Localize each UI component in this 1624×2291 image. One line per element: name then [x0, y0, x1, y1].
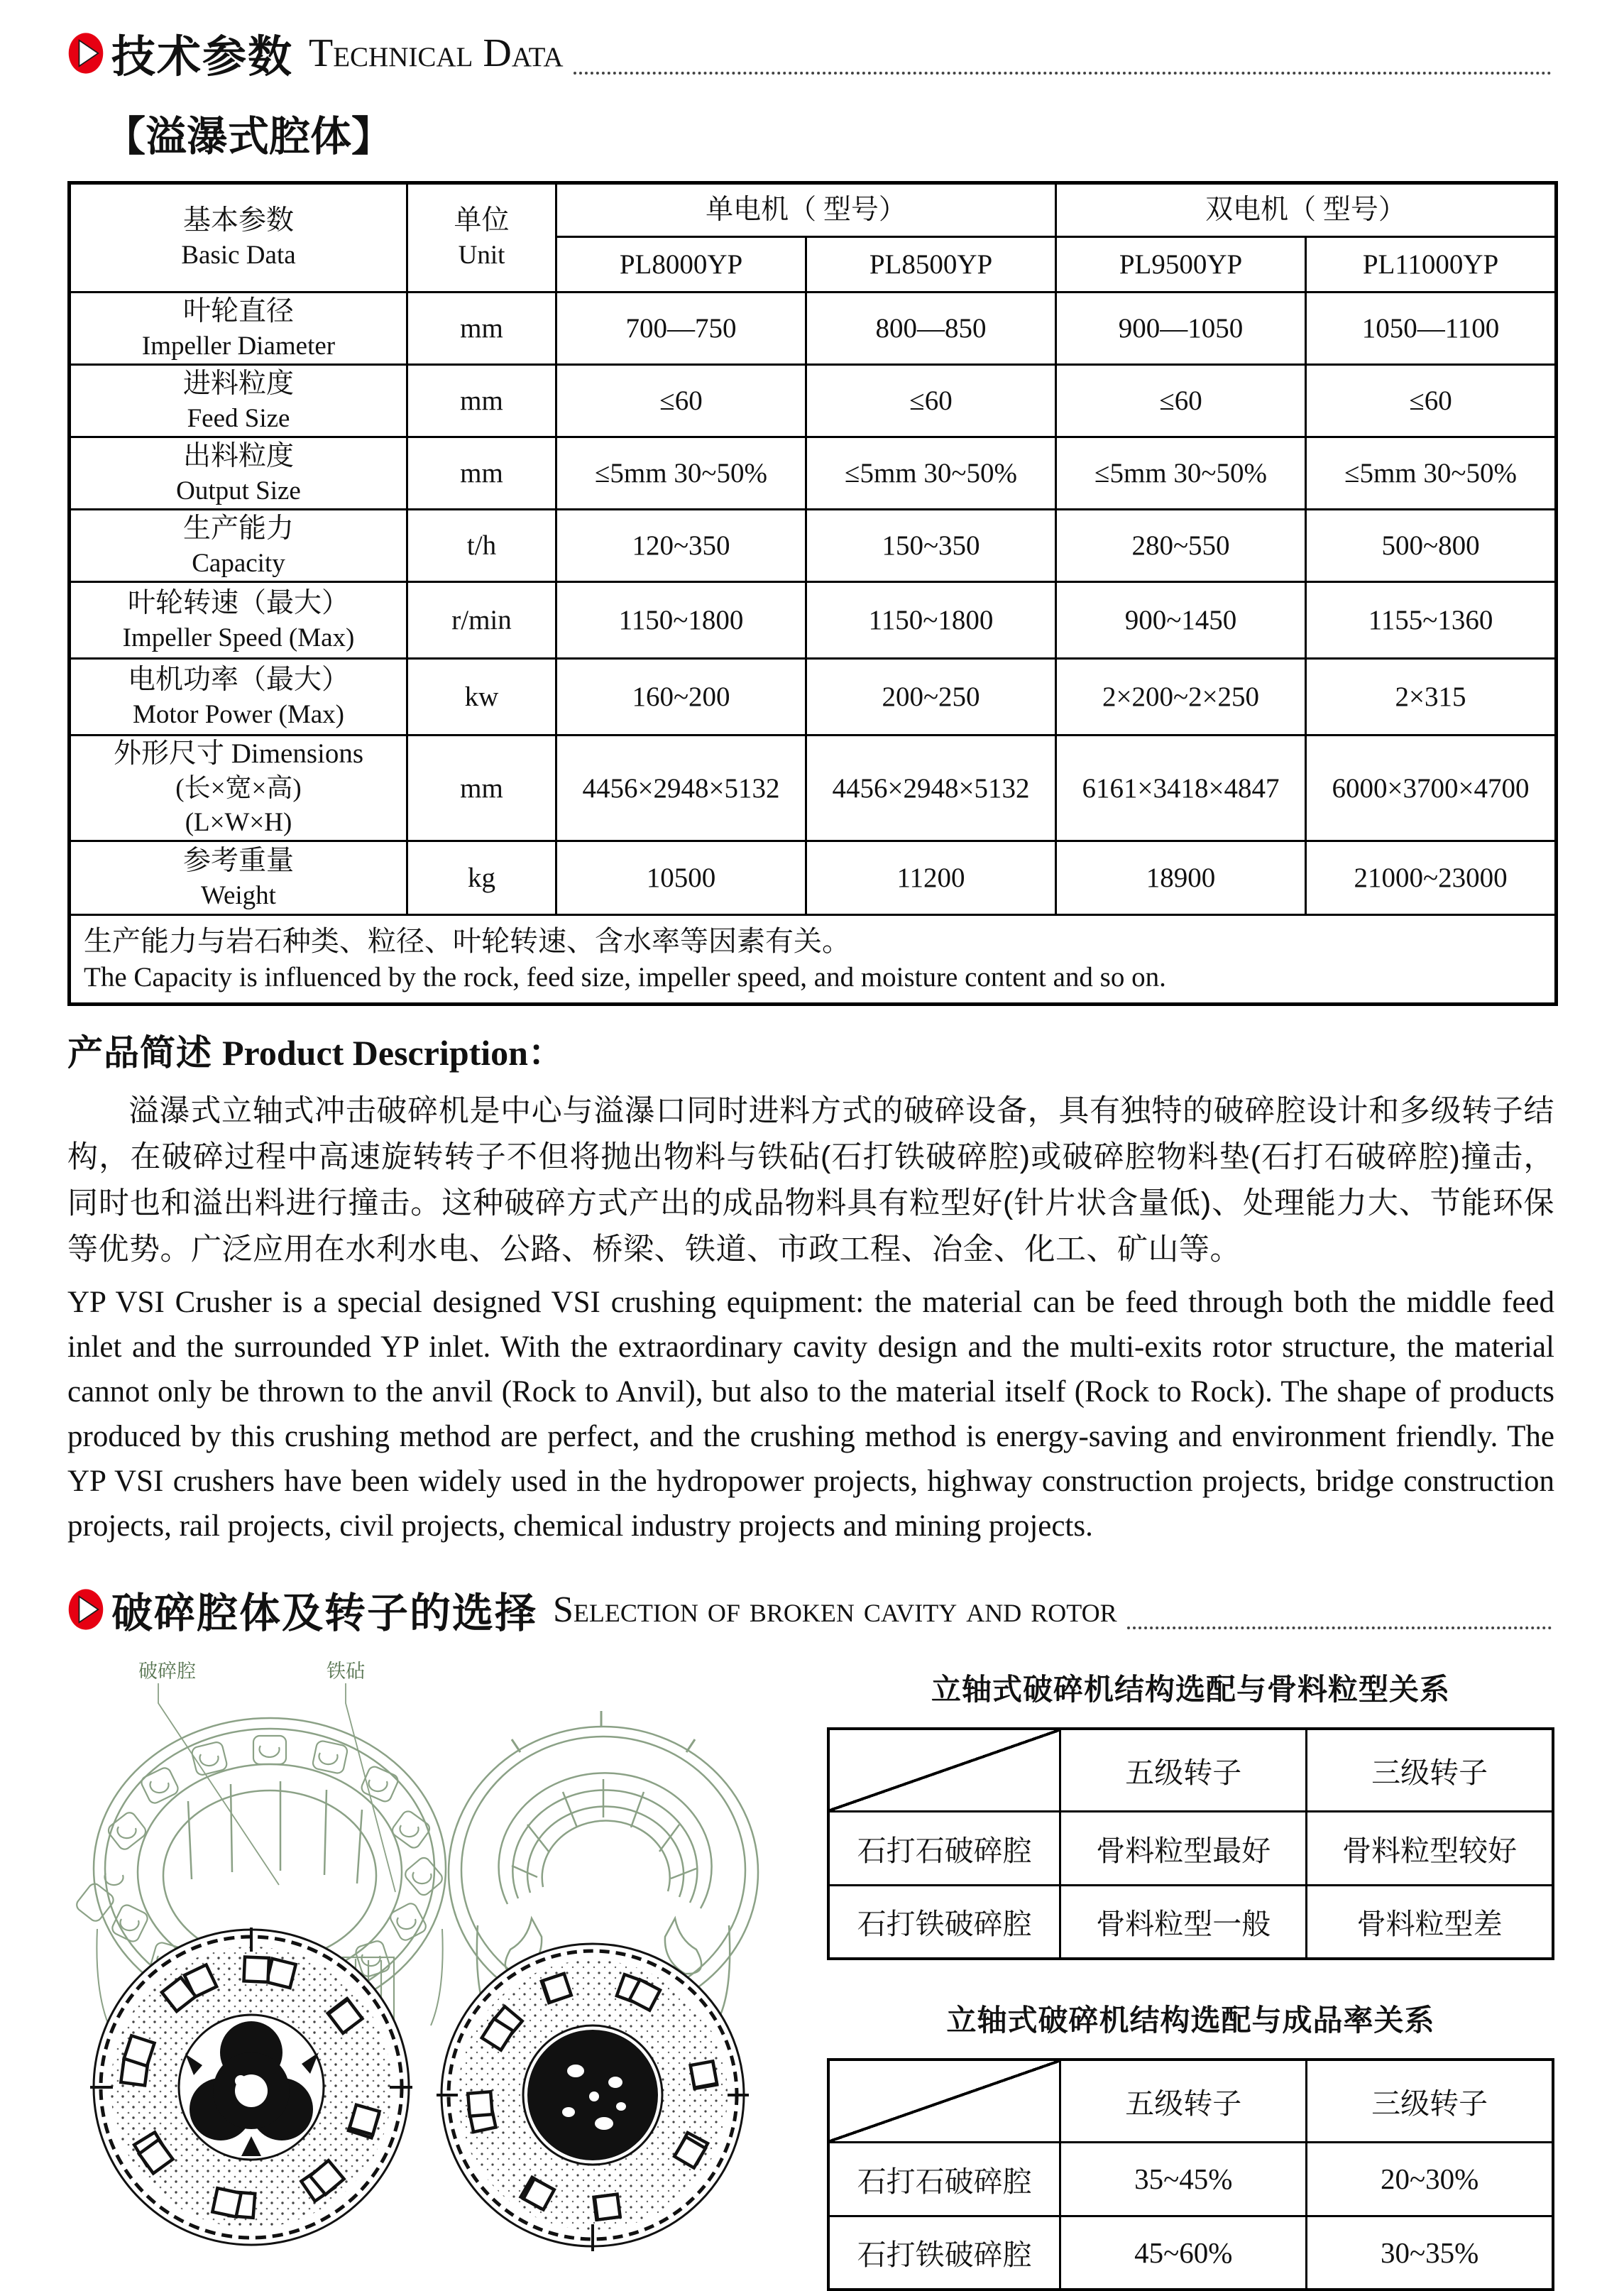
footnote-en: The Capacity is influenced by the rock, feed size, impeller speed, and moisture content and so on. [84, 962, 1166, 993]
model-pl8500yp: PL8500YP [806, 237, 1056, 292]
table-row: 石打铁破碎腔 骨料粒型一般 骨料粒型差 [828, 1885, 1553, 1959]
table-header-row [828, 1729, 1553, 1811]
selection-tables-column [777, 1659, 1554, 2291]
table-row: 出料粒度 Output Size mm ≤5mm 30~50% ≤5mm 30~50% ≤5mm 30~50% ≤5mm 30~50% [70, 437, 1557, 510]
product-description-heading: 产品简述 Product Description： [67, 1033, 564, 1073]
table-row: 石打铁破碎腔 45~60% 30~35% [828, 2216, 1553, 2290]
section1-title-zh: 技术参数 [111, 33, 294, 82]
three-stage-rotor-header: 三级转子 [1307, 1729, 1553, 1811]
table-row: 电机功率（最大） Motor Power (Max) kw 160~200 200~250 2×200~2×250 2×315 [70, 659, 1557, 736]
table-row: 石打石破碎腔 35~45% 20~30% [828, 2142, 1553, 2216]
model-pl9500yp: PL9500YP [1056, 237, 1306, 292]
table-row: 生产能力 Capacity t/h 120~350 150~350 280~550 500~800 [70, 510, 1557, 582]
table-footnote-row [70, 915, 1557, 1005]
crusher-diagrams [67, 1659, 777, 2259]
basic-data-header: 基本参数 Basic Data [70, 183, 407, 292]
description-paragraph-en: YP VSI Crusher is a special designed VSI crushing equipment: the material can be feed through both the middle feed inlet and the surrounded YP inlet. With the extraordinary cavity design and the multi-exits rotor structure, the material cannot only be thrown to the anvil (Rock to Anvil), but also to the material itself (Rock to Rock). The shape of products produced by this crushing method are perfect, and the crushing method is energy-saving and environment friendly. The YP VSI crushers have been widely used in the hydropower projects, highway construction projects, bridge construction projects, rail projects, civil projects, chemical industry projects and mining projects. [67, 1286, 1554, 1543]
model-pl8000yp: PL8000YP [556, 237, 806, 292]
spacer [827, 1960, 1554, 1997]
table-row: 进料粒度 Feed Size mm ≤60 ≤60 ≤60 ≤60 [70, 365, 1557, 437]
section1-heading [67, 21, 1554, 84]
table-header-row-1 [70, 183, 1557, 237]
section2-title-en: Selection of broken cavity and rotor [553, 1589, 1117, 1630]
rotor-top-view-1 [89, 1923, 414, 2251]
table-row: 石打石破碎腔 骨料粒型最好 骨料粒型较好 [828, 1811, 1553, 1885]
diagonal-header-cell [828, 2060, 1060, 2142]
single-motor-header: 单电机（ 型号） [556, 183, 1056, 237]
double-motor-header: 双电机（ 型号） [1056, 183, 1557, 237]
bottom-section [67, 1659, 1554, 2291]
red-play-arrow-icon [67, 1586, 104, 1633]
five-stage-rotor-header: 五级转子 [1060, 2060, 1307, 2142]
cavity-type-subtitle: 【溢瀑式腔体】 [104, 114, 393, 160]
selection-table-2-title: 立轴式破碎机结构选配与成品率关系 [946, 2003, 1435, 2037]
model-pl11000yp: PL11000YP [1306, 237, 1557, 292]
unit-header: 单位 Unit [407, 183, 556, 292]
section2-title-zh: 破碎腔体及转子的选择 [111, 1590, 538, 1636]
table-row: 参考重量 Weight kg 10500 11200 18900 21000~23000 [70, 841, 1557, 915]
section1-title-en: Technical Data [309, 31, 564, 75]
footnote-zh: 生产能力与岩石种类、粒径、叶轮转速、含水率等因素有关。 [84, 925, 850, 957]
yield-relation-table [827, 2058, 1554, 2291]
selection-table-1-title: 立轴式破碎机结构选配与骨料粒型关系 [931, 1673, 1450, 1706]
table-header-row [828, 2060, 1553, 2142]
diagonal-header-cell [828, 1729, 1060, 1811]
description-paragraph-zh: 溢瀑式立轴式冲击破碎机是中心与溢瀑口同时进料方式的破碎设备，具有独特的破碎腔设计和多级转子结构，在破碎过程中高速旋转转子不但将抛出物料与铁砧(石打铁破碎腔)或破碎腔物料垫(石打石破碎腔)撞击，同时也和溢出料进行撞击。这种破碎方式产出的成品物料具有粒型好(针片状含量低)、处理能力大、节能环保等优势。广泛应用在水利水电、公路、桥梁、铁道、市政工程、冶金、化工、矿山等。 [67, 1094, 1554, 1267]
cavity-label: 破碎腔 [138, 1661, 196, 1682]
table-row: 叶轮转速（最大） Impeller Speed (Max) r/min 1150~1800 1150~1800 900~1450 1155~1360 [70, 582, 1557, 659]
anvil-label: 铁砧 [327, 1661, 365, 1682]
dotted-leader [1127, 1626, 1552, 1629]
dotted-leader [574, 72, 1552, 75]
table-row: 叶轮直径 Impeller Diameter mm 700—750 800—850 900—1050 1050—1100 [70, 292, 1557, 365]
table-row: 外形尺寸 Dimensions (长×宽×高) (L×W×H) mm 4456×2948×5132 4456×2948×5132 6161×3418×4847 6000×3700×4700 [70, 736, 1557, 841]
technical-data-table [67, 181, 1558, 1006]
red-play-arrow-icon [67, 30, 104, 77]
five-stage-rotor-header: 五级转子 [1060, 1729, 1307, 1811]
shape-relation-table [827, 1727, 1554, 1960]
section2-heading [67, 1580, 1554, 1639]
three-stage-rotor-header: 三级转子 [1307, 2060, 1553, 2142]
rotor-top-view-2 [437, 1937, 749, 2253]
